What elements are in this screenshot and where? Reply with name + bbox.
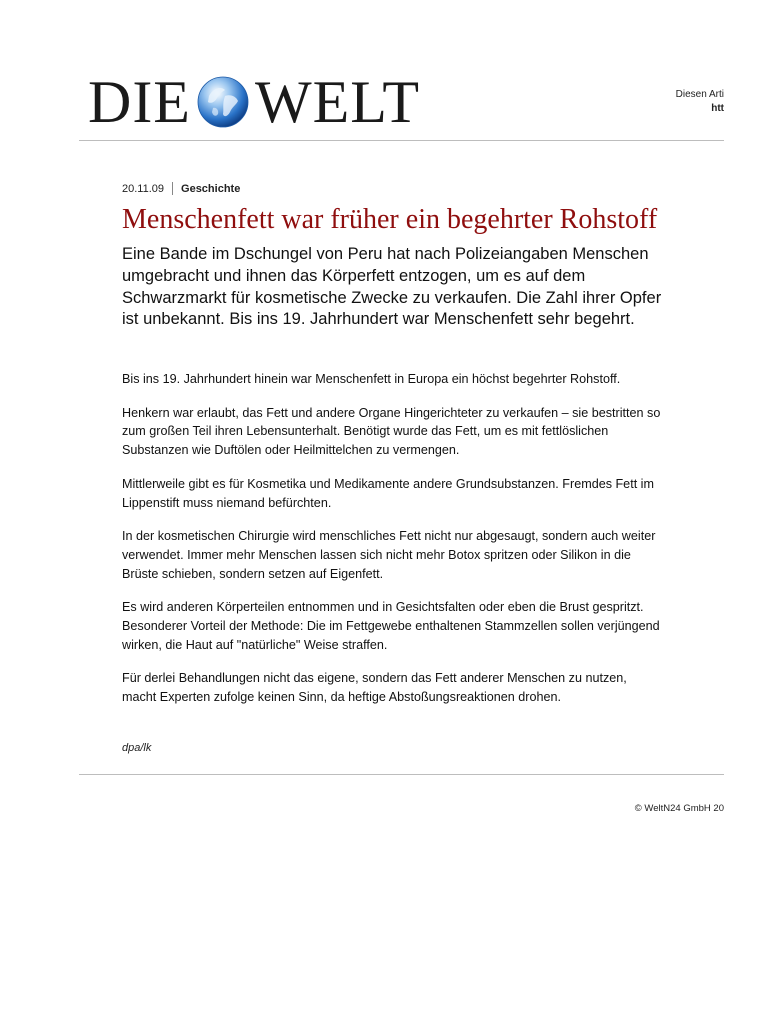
body-paragraph: Bis ins 19. Jahrhundert hinein war Menschenfett in Europa ein höchst begehrter Rohstoff. [122, 372, 621, 386]
body-paragraph: Für derlei Behandlungen nicht das eigene, sondern das Fett anderer Menschen zu nutzen, macht Experten zufolge keinen Sinn, da heftige Abstoßungsreaktionen drohen. [122, 671, 627, 705]
logo-word-die: DIE [88, 69, 191, 135]
top-divider [79, 140, 724, 141]
article-category[interactable]: Geschichte [181, 182, 241, 195]
article-meta [122, 182, 240, 195]
bottom-divider [79, 774, 724, 775]
article-url[interactable]: htt [711, 103, 724, 114]
logo-word-welt: WELT [254, 69, 421, 135]
body-paragraph: In der kosmetischen Chirurgie wird menschliches Fett nicht nur abgesaugt, sondern auch weiter verwendet. Immer mehr Menschen lassen sich nicht mehr Botox spritzen oder Silikon in die Brüste schieben, sondern setzen auf Eigenfett. [122, 529, 656, 581]
notice-text: Diesen Arti [675, 89, 724, 100]
body-paragraph: Es wird anderen Körperteilen entnommen und in Gesichtsfalten oder eben die Brust gespritzt. Besonderer Vorteil der Methode: Die im Fettgewebe enthaltenen Stammzellen sollen verjüngend wirken, die Haut auf "natürliche" Weise straffen. [122, 600, 660, 652]
body-paragraph: Henkern war erlaubt, das Fett und andere Organe Hingerichteter zu verkaufen – sie bestritten so zum großen Teil ihren Lebensunterhalt. Benötigt wurde das Fett, um es mit fettlöslichen Substanzen wie Duftölen oder Heilmittelchen zu vermengen. [122, 405, 661, 458]
copyright-notice: © WeltN24 GmbH 20 [634, 803, 724, 814]
body-paragraph: Mittlerweile gibt es für Kosmetika und Medikamente andere Grundsubstanzen. Fremdes Fett im Lippenstift muss niemand befürchten. [122, 476, 654, 510]
article-lead: Eine Bande im Dschungel von Peru hat nach Polizeiangaben Menschen umgebracht und ihnen das Körperfett entzogen, um es auf dem Schwarzmarkt für kosmetische Zwecke zu verkaufen. Die Zahl ihrer Opfer ist unbekannt. Bis ins 19. Jahrhundert war Menschenfett sehr begehrt. [122, 245, 662, 329]
meta-separator [172, 182, 173, 195]
article-date: 20.11.09 [122, 182, 165, 195]
article-body [122, 370, 662, 722]
masthead-logo[interactable] [88, 69, 421, 135]
globe-icon [195, 74, 251, 130]
article-link-notice [604, 88, 724, 116]
article-headline: Menschenfett war früher ein begehrter Rohstoff [122, 204, 658, 235]
article-source: dpa/lk [122, 742, 152, 754]
